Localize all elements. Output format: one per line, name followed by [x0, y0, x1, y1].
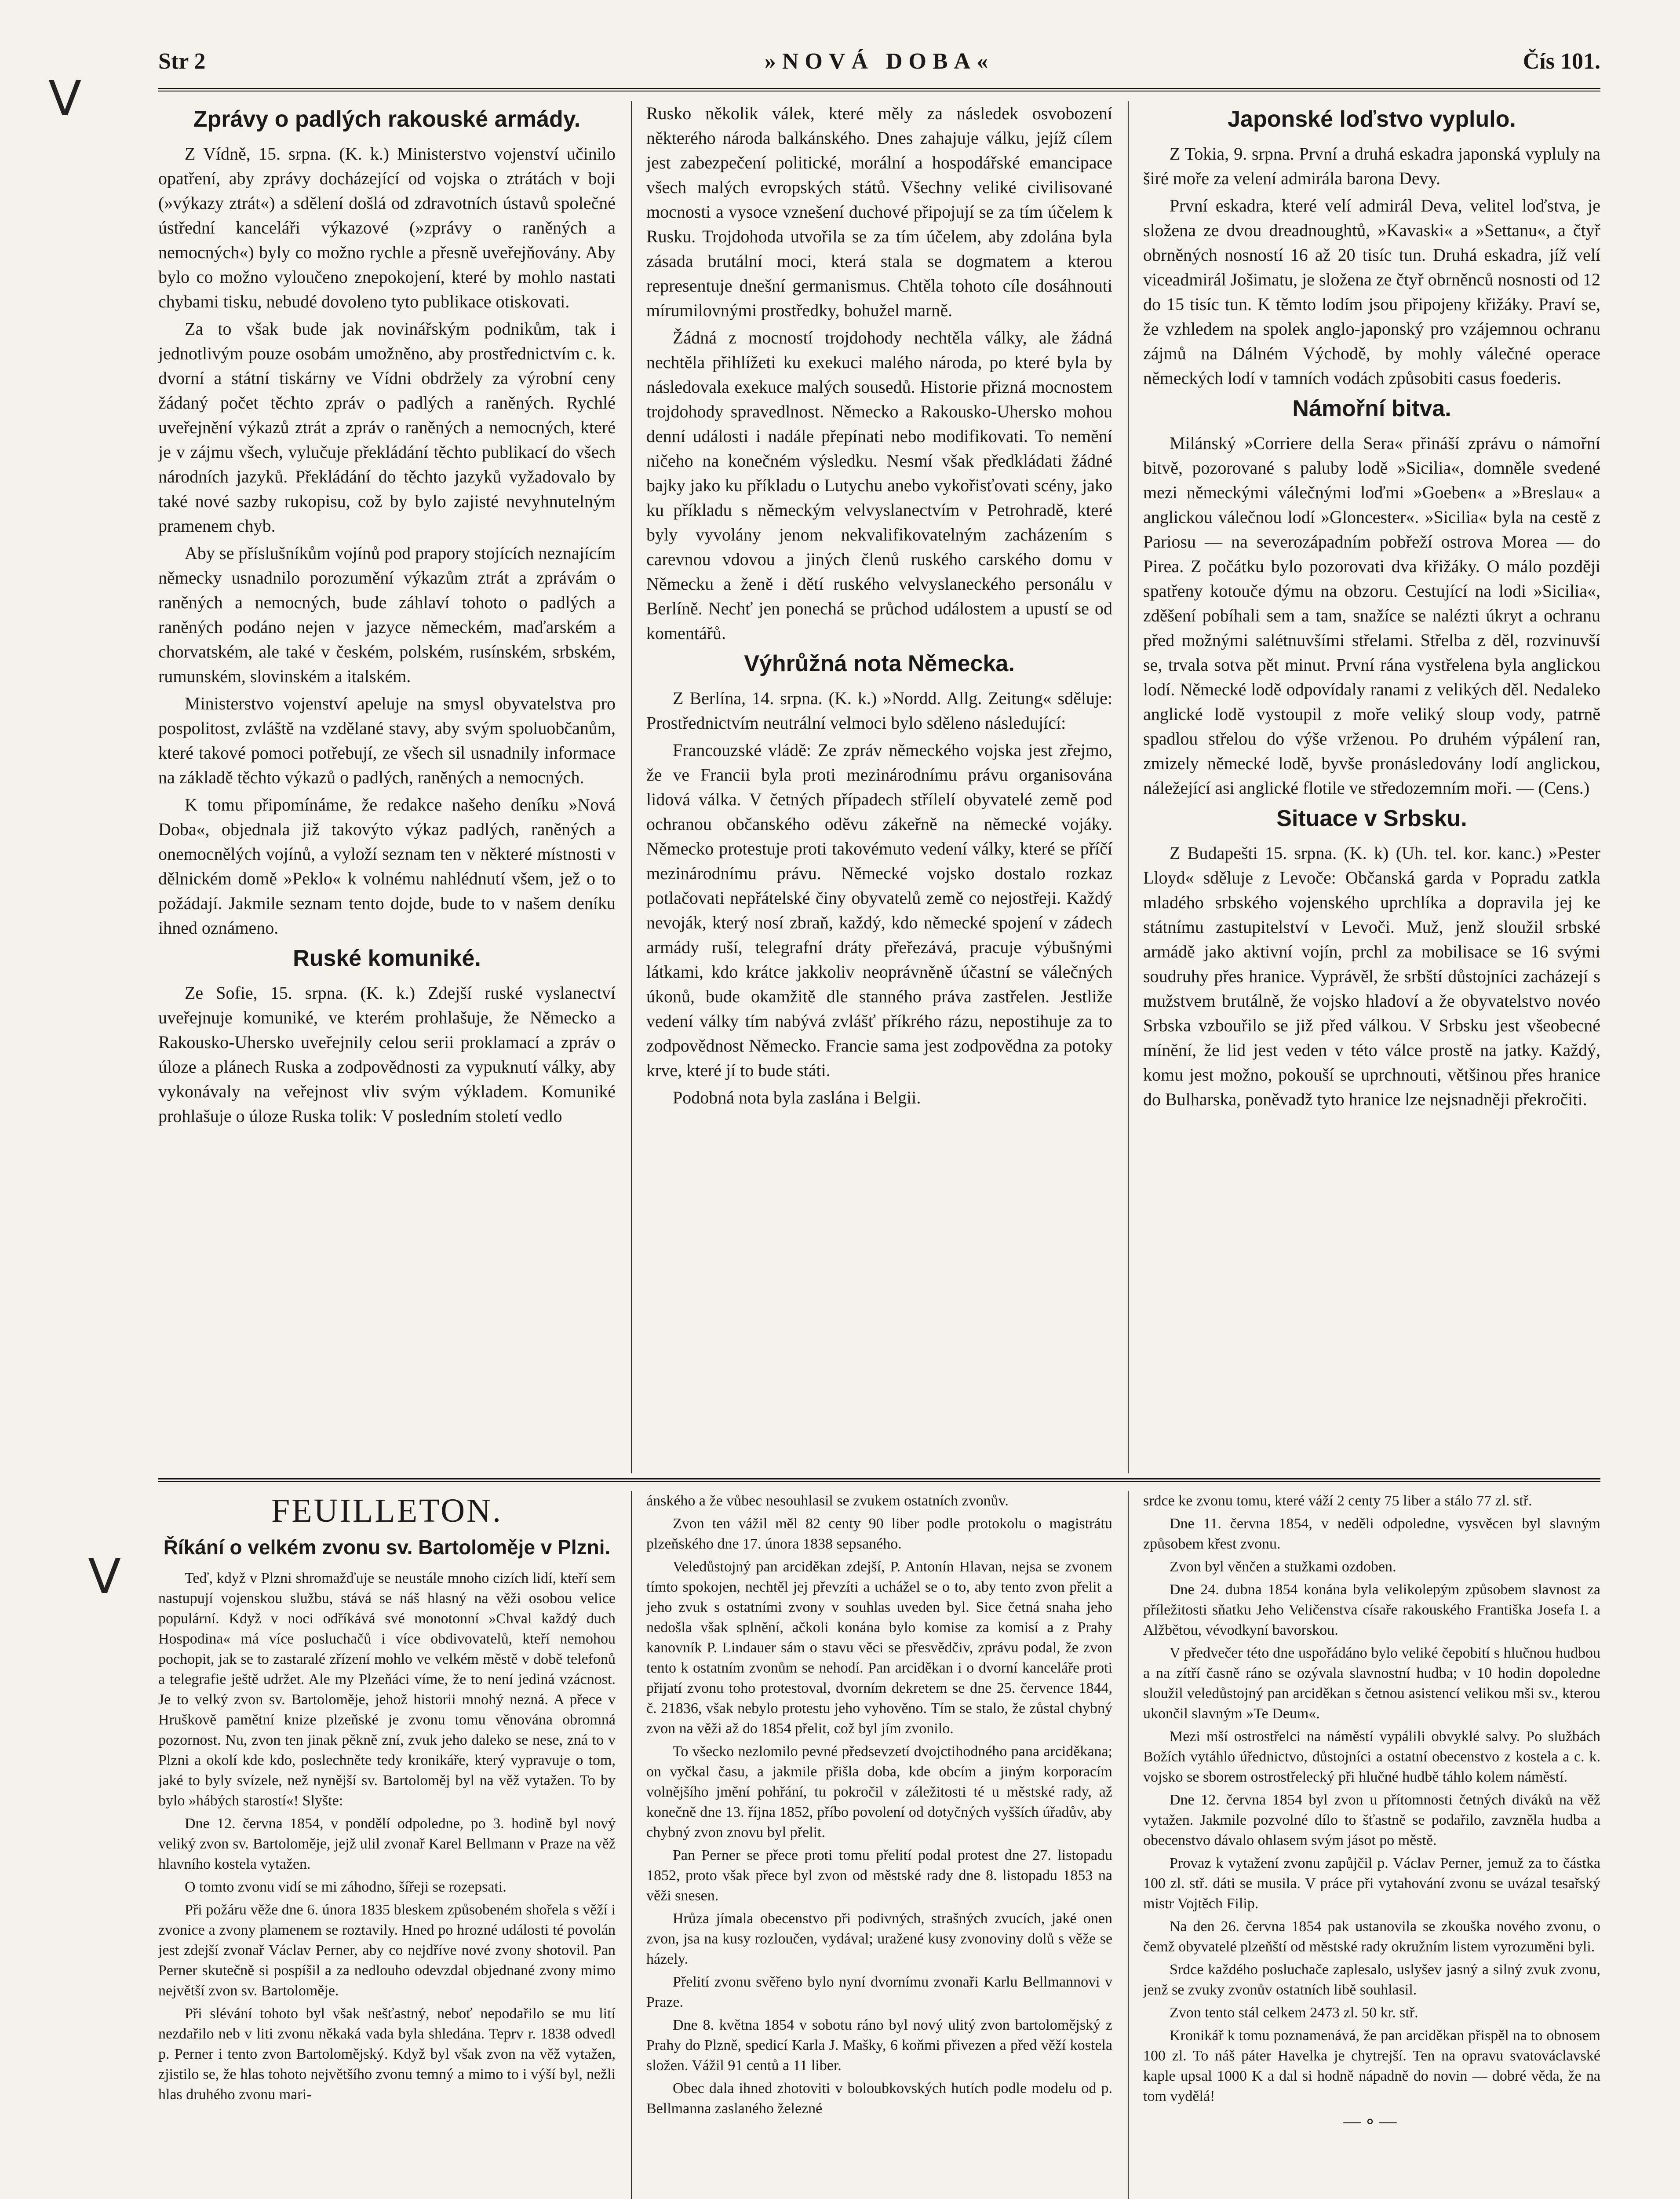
end-ornament: —∘— [1343, 2111, 1400, 2131]
paragraph: Zvon tento stál celkem 2473 zl. 50 kr. stř. [1170, 2005, 1418, 2021]
page-number: Str 2 [158, 49, 206, 74]
column-divider [631, 101, 632, 1473]
paragraph: Při slévání tohoto byl však nešťastný, neboť nepodařilo se mu lití nezdařilo neb v liti zvonu někaká vada byla shledána. Teprv r. 1838 odvedl p. Perner i tento zvon Bartolomějský. Když byl však zvon na věž vytažen, zjistilo se, že hlas tohoto největšího zvonu temný a mimo to i výší byl, nežli hlas druhého zvonu mari- [158, 2005, 616, 2103]
paragraph: První eskadra, které velí admirál Deva, velitel loďstva, je složena ze dvou dreadnoughtů, »Kavaski« a »Settanu«, a čtyř obrněných nosností 16 až 20 tisíc tun. Druhá eskadra, jíž velí viceadmirál Jošimatu, je složena ze čtyř obrněnců nosnosti od 12 do 15 tisíc tun. K těmto lodím jsou připojeny křižáky. Praví se, že vzhledem na spolek anglo-japonský pro vzájemnou ochranu zájmů na Dálném Východě, by mohly válečné operace německých lodí v tamních vodách způsobiti casus foederis. [1143, 196, 1600, 388]
paragraph: Při požáru věže dne 6. února 1835 bleskem způsobeném shořela s věží i zvonice a zvony plamenem se roztavily. Hned po hrozné události té povolán jest zdejší zvonař Václav Perner, aby co nejdříve nové zvony shotovil. Pan Perner skutečně si pospíšil a za nedlouho odevzdal objednané zvony mimo největší zvon sv. Bartoloměje. [158, 1902, 616, 1999]
margin-check-mark: V [88, 1548, 121, 1604]
paragraph: Teď, když v Plzni shromažďuje se neustále mnoho cizích lidí, kteří sem nastupují vojenskou službu, stává se náš hlasný na věži osobou velice populární. Když v noci odříkává své monotonní »Chval každý duch Hospodina« má více posluchačů i více obdivovatelů, kteří nemohou pochopit, jak se to zastaralé zřízení mohlo ve velkém městě v době telefonů a telegrafie ještě udržet. Ale my Plzeňáci víme, že to není jediná vzácnost. Je to velký zvon sv. Bartoloměje, jehož historii mnohý nezná. A přece v Hruškově pamětní knize plzeňské je zvonu tomu věnována obromná pozornost. Nu, zvon ten jinak pěkně zní, zvuk jeho daleko se nese, zná to v Plzni a okolí kde kdo, poslechněte tedy kronikáře, který vypravuje o tom, jaké to byly svízele, než nynější sv. Bartoloměj byl na věž vytažen. To by bylo »hábých starostí«! Slyšte: [158, 1570, 616, 1809]
paragraph: Pan Perner se přece proti tomu přelití podal protest dne 27. listopadu 1852, proto však přece byl zvon od městské rady dne 8. listopadu 1853 na věži snesen. [646, 1847, 1112, 1904]
feuilleton-rule [158, 1478, 1600, 1482]
paragraph: Hrůza jímala obecenstvo při podivných, strašných zvucích, jaké onen zvon, jsa na kusy rozloučen, vydával; uražené kusy zvonoviny dolů s věže se házely. [646, 1910, 1112, 1967]
headline-casualty-reports: Zprávy o padlých rakouské armády. [193, 106, 581, 132]
feuilleton-column-left [158, 1491, 616, 2108]
column-left [158, 101, 616, 1131]
column-divider [631, 1491, 632, 2199]
paragraph: Podobná nota byla zaslána i Belgii. [673, 1088, 921, 1107]
paragraph: Z Vídně, 15. srpna. (K. k.) Ministerstvo vojenství učinilo opatření, aby zprávy docházející od vojska o ztrátách v boji (»výkazy ztrát«) a sdělení došlá od zdravotních ústavů společné ústřední kanceláři výkazové (»zprávy o raněných a nemocných«) byly co možno rychle a přesně uveřejňovány. Aby bylo co možno vyloučeno znepokojení, které by mohlo nastati chybami tisku, nebudé dovoleno tyto publikace otiskovati. [158, 144, 616, 311]
column-divider [1128, 1491, 1129, 2199]
column-right [1143, 101, 1600, 1114]
paragraph: Francouzské vládě: Ze zpráv německého vojska jest zřejmo, že ve Francii byla proti mezinárodnímu právu organisována lidová válka. V četných případech střílelí obyvatelé země pod ochranou občanského oděvu zákeřně na německé vojáky. Německo protestuje proti takovémuto vedení války, které se příčí mezinárodnímu právu. Německé vojsko dostalo rozkaz potlačovati nepřátelské činy obyvatelů země co nejostřeji. Každý nevoják, který nosí zbraň, každý, kdo německé spojení v zádech armády ruší, telegrafní dráty přeřezává, pracuje výbušnými látkami, kdo krátce jakkoliv neoprávněně účastní se válečných úkonů, bude okamžitě dle stanného práva zastřelen. Jestliže vedení války tím nabývá zvlášť příkrého rázu, nepostihuje za to zodpovědnost Německo. Francie sama jest zodpovědna za potoky krve, které jí to bude státi. [646, 740, 1112, 1080]
page-header [158, 44, 1600, 84]
paragraph: Za to však bude jak novinářským podnikům, tak i jednotlivým pouze osobám umožněno, aby prostřednictvím c. k. dvorní a státní tiskárny ve Vídni obdržely za výrobní ceny žádaný počet těchto zpráv o padlých a raněných. Rychlé uveřejnění výkazů ztrát a zpráv o raněných a nemocných, které je v zájmu všech, vylučuje překládání těchto publikací do všech národních jazyků. Překládání do těchto jazyků vyžadovalo by také nové sazby rukopisu, což by bylo zajisté nevyhnutelným pramenem chyb. [158, 319, 616, 536]
paragraph: Provaz k vytažení zvonu zapůjčil p. Václav Perner, jemuž za to částka 100 zl. stř. dáti se musila. V práce při vytahování zvonu se uvázal tesařský mistr Vojtěch Filip. [1143, 1855, 1600, 1912]
column-middle [646, 101, 1112, 1113]
paragraph: Kronikář k tomu poznamenává, že pan arciděkan přispěl na to obnosem 100 zl. To náš páter Havelka je chytrejší. Ten na opravu svatováclavské kaple upsal 1000 K a dal si hodně nápadně do novin — dobré věda, že na tom vydělá! [1143, 2027, 1600, 2104]
paragraph: Z Budapešti 15. srpna. (K. k) (Uh. tel. kor. kanc.) »Pester Lloyd« sděluje z Levoče: Občanská garda v Popradu zatkla mladého srbského vojenského uprchlíka a dopravila jej ke státnímu zastupitelství v Levoči. Muž, jenž sloužil srbské armádě jako aktivní vojín, prchl za mobilisace se 16 svými soudruhy přes hranice. Vyprávěl, že srbští důstojníci zacházejí s mužstvem brutálně, že vojsko hladoví a že obyvatelstvo novéo Srbska vzbouřilo se již před válkou. V Srbsku jest všeobecné mínění, že lid jest veden v této válce prostě na jatky. Každý, komu jest možno, pokouší se uprchnouti, většinou přes hranice do Bulharska, poněvadž tyto hranice lze nejsnadněji překročiti. [1143, 843, 1600, 1109]
paragraph: ánského a že vůbec nesouhlasil se zvukem ostatních zvonův. [646, 1493, 1009, 1509]
paragraph: Milánský »Corriere della Sera« přináší zprávu o námořní bitvě, pozorované s paluby lodě »Sicilia«, domněle svedené mezi německými válečnými loďmi »Goeben« a »Breslau« a anglickou válečnou lodí »Gloncester«. »Sicilia« byla na cestě z Pariosu — na severozápadním pobřeží ostrova Morea — do Pirea. Z počátku bylo pozorovati dva křižáky. O málo později spatřeny kotouče dýmu na obzoru. Cestující na lodi »Sicilia«, zděšení pobíhali sem a tam, snažíce se nalézti úkryt a ochranu před možnými salétnuvšími střelami. Střelba z děl, rozvinuvší se, trvala sotva pět minut. První rána vystřelena byla anglickou lodí. Německé lodě odpovídaly ranami z velikých děl. Nedaleko anglické lodě vystoupil z moře veliký sloup vody, patrně spadlou střelou do výše vrženou. Po druhém výpálení ran, zmizely německé lodě, byvše pronásledovány lodí anglickou, náležející asi anglické flotile ve středozemním moři. — (Cens.) [1143, 433, 1600, 798]
paragraph: Veledůstojný pan arciděkan zdejší, P. Antonín Hlavan, nejsa se zvonem tímto spokojen, nechtěl jej převzíti a uchážel se o to, aby tento zvon přelit a jeho zvuk s ostatními zvony v souhlas uveden byl. Sice četná snaha jeho nedošla však splnění, ačkoli konána bylo komise za komisí a z Prahy kanovník P. Lindauer sám o stavu věci se přesvědčiv, zprávu podal, že zvon tento k ostatním zvonům se nehodí. Pan arciděkan i o dvorní kanceláře proti přijatí zvonu toho protestoval, dvorním dekretem se dne 25. července 1844, č. 21836, však nebylo protestu jeho vyhověno. Tím se stalo, že zůstal chybný zvon na věži až do 1854 přelit, což byl jím zvonilo. [646, 1559, 1112, 1737]
paragraph: Ministerstvo vojenství apeluje na smysl obyvatelstva pro pospolitost, zvláště na vzdělané stavy, aby svým spoluobčanům, které takové pomoci potřebují, ze všech sil usnadnily informace na základě těchto výkazů o padlých, raněných a nemocných. [158, 694, 616, 787]
paragraph: Srdce každého posluchače zaplesalo, uslyšev jasný a silný zvuk zvonu, jenž se zvuky zvonův ostatních libě souhlasil. [1143, 1962, 1600, 1998]
paragraph: Dne 12. června 1854 byl zvon u přítomnosti četných diváků na věž vytažen. Jakmile pozvolné dílo to šťastně se podařilo, zavzněla hudba a obecenstvo dávalo ohlasem svým jásot po městě. [1143, 1792, 1600, 1848]
paragraph: Dne 12. června 1854, v pondělí odpoledne, po 3. hodině byl nový veliký zvon sv. Bartoloměje, jejž ulil zvonař Karel Bellmann v Praze na věž hlavního kostela vytažen. [158, 1815, 616, 1872]
paragraph: Mezi mší ostrostřelci na náměstí vypálili obvyklé salvy. Po službách Božích vytáhlo úřednictvo, důstojníci a ostatní obecenstvo z kostela a c. k. vojsko se sborem ostrostřelecký při hlučné hudbě táhlo kolem náměstí. [1143, 1728, 1600, 1785]
headline-german-note: Výhrůžná nota Německa. [744, 651, 1015, 676]
feuilleton-column-right [1143, 1491, 1600, 2131]
paragraph: Dne 11. června 1854, v neděli odpoledne, vysvěcen byl slavným způsobem křest zvonu. [1143, 1516, 1600, 1552]
newspaper-title: »NOVÁ DOBA« [764, 49, 995, 74]
paragraph: Rusko několik válek, které měly za následek osvobození některého národa balkánského. Dnes zahajuje válku, jejíž cílem jest zabezpečení politické, morální a hospodářské emancipace všech malých evropských států. Všechny veliké civilisované mocnosti a vysoce vznešení duchové připojují se za tím účelem k Rusku. Trojdohoda utvořila se za tím účelem, aby zdolána byla zásada brutální moci, která stala se dogmatem a kterou representuje dnešní germanismus. Chtěla tohoto cíle dosáhnouti mírumilovnými prostředky, bohužel marně. [646, 103, 1112, 320]
paragraph: To všecko nezlomilo pevné předsevzetí dvojctihodného pana arciděkana; on vyčkal času, a jakmile přišla doba, kde obcím a jiným korporacím volnějšího jmění pohřání, tu pokročil v záležitosti té u městské rady, až konečně dne 13. října 1852, příbo povolení od dotyčných vyšších úřadův, aby chybný zvon znovu byl přelit. [646, 1743, 1112, 1841]
paragraph: Z Berlína, 14. srpna. (K. k.) »Nordd. Allg. Zeitung« sděluje: Prostřednictvím neutrální velmoci bylo sděleno následující: [646, 688, 1112, 733]
paragraph: K tomu připomínáme, že redakce našeho deníku »Nová Doba«, objednala již takovýto výkaz padlých, raněných a onemocnělých vojínů, a vyloží seznam ten v některé místnosti v dělnickém domě »Peklo« k volnému nahlédnutí všem, jež o to požádají. Jakmile seznam tento dojde, bude to v našem deníku ihned oznámeno. [158, 795, 616, 938]
paragraph: Dne 24. dubna 1854 konána byla velikolepým způsobem slavnost za příležitosti sňatku Jeho Veličenstva císaře rakouského Františka Josefa I. a Alžbětou, vévodkyní bavorskou. [1143, 1582, 1600, 1638]
paragraph: Z Tokia, 9. srpna. První a druhá eskadra japonská vypluly na širé moře za velení admirála barona Devy. [1143, 144, 1600, 188]
paragraph: Na den 26. června 1854 pak ustanovila se zkouška nového zvonu, o čemž obyvatelé plzeňští od městské rady okružním listem vyrozuměni byli. [1143, 1918, 1600, 1955]
column-divider [1128, 101, 1129, 1473]
paragraph: Obec dala ihned zhotoviti v boloubkovských hutích podle modelu od p. Bellmanna zaslaného železné [646, 2080, 1112, 2117]
feuilleton-title: FEUILLETON. [271, 1492, 503, 1529]
feuilleton-column-middle [646, 1491, 1112, 2122]
feuilleton-subtitle: Říkání o velkém zvonu sv. Bartoloměje v Plzni. [163, 1536, 611, 1559]
newspaper-page [158, 35, 1600, 2199]
paragraph: V předvečer této dne uspořádáno bylo veliké čepobití s hlučnou hudbou a na zítří časně ráno se ozývala slavnostní hudba; v 10 hodin dopoledne sloužil veledůstojný pan arciděkan s četnou asistencí velikou mši sv., kterou ukončil slavným »Te Deum«. [1143, 1645, 1600, 1722]
paragraph: Dne 8. května 1854 v sobotu ráno byl nový ulitý zvon bartolomějský z Prahy do Plzně, spedicí Karla J. Mašky, 6 koňmi přivezen a před věží kostela složen. Vážil 91 centů a 11 liber. [646, 2017, 1112, 2074]
header-rule [158, 88, 1600, 91]
paragraph: Aby se příslušníkům vojínů pod prapory stojících neznajícím německy usnadnilo porozumění výkazům ztrát a zprávám o raněných a nemocných, bude záhlaví tohoto o padlých a raněných podáno nejen v jazyce německém, maďarském a chorvatském, ale také v českém, polském, rusínském, srbském, rumunském, slovinském a italském. [158, 543, 616, 686]
headline-japanese-fleet: Japonské loďstvo vyplulo. [1228, 106, 1516, 132]
paragraph: Přelití zvonu svěřeno bylo nyní dvornímu zvonaři Karlu Bellmannovi v Praze. [646, 1974, 1112, 2010]
headline-russian-communique: Ruské komuniké. [293, 946, 481, 971]
headline-serbia-situation: Situace v Srbsku. [1276, 806, 1467, 831]
issue-number: Čís 101. [1523, 49, 1600, 74]
paragraph: O tomto zvonu vidí se mi záhodno, šířeji se rozepsati. [185, 1879, 507, 1895]
paragraph: srdce ke zvonu tomu, které váží 2 centy 75 liber a stálo 77 zl. stř. [1143, 1493, 1532, 1509]
headline-naval-battle: Námořní bitva. [1292, 396, 1451, 421]
paragraph: Zvon byl věnčen a stužkami ozdoben. [1170, 1559, 1396, 1575]
paragraph: Ze Sofie, 15. srpna. (K. k.) Zdejší ruské vyslanectví uveřejnuje komuniké, ve kterém prohlašuje, že Německo a Rakousko-Uhersko uveřejnily celou serii proklamací a zpráv o úloze a plánech Ruska a zodpovědnosti za vypuknutí války, aby vykonávaly na veřejnost vliv svým výkladem. Komuniké prohlašuje o úloze Ruska tolik: V posledním století vedlo [158, 983, 616, 1126]
paragraph: Zvon ten vážil měl 82 centy 90 liber podle protokolu o magistrátu plzeňského dne 17. února 1838 sepsaného. [646, 1516, 1112, 1552]
margin-check-mark: V [48, 70, 82, 127]
paragraph: Žádná z mocností trojdohody nechtěla války, ale žádná nechtěla přihlížeti ku exekuci malého národa, po které byla by následovala exekuce malých sousedů. Historie přizná mocnostem trojdohody spravedlnost. Německo a Rakousko-Uhersko mohou denní události i nadále přepínati nebo modifikovati. To nemění ničeho na konečném výsledku. Nesmí však předkládati žádné bajky jako ku příkladu o Lutychu anebo vykořisťovati scény, jako ku příkladu s německým velvyslanectvím v Petrohradě, které byly vyvolány jenom nekvalifikovatelným zacházením s carevnou vdovou a jiných členů ruského carského domu v Německu a ženě i dětí ruského velvyslaneckého personálu v Berlíně. Nechť jen ponechá se průchod událostem a upustí se od komentářů. [646, 328, 1112, 643]
